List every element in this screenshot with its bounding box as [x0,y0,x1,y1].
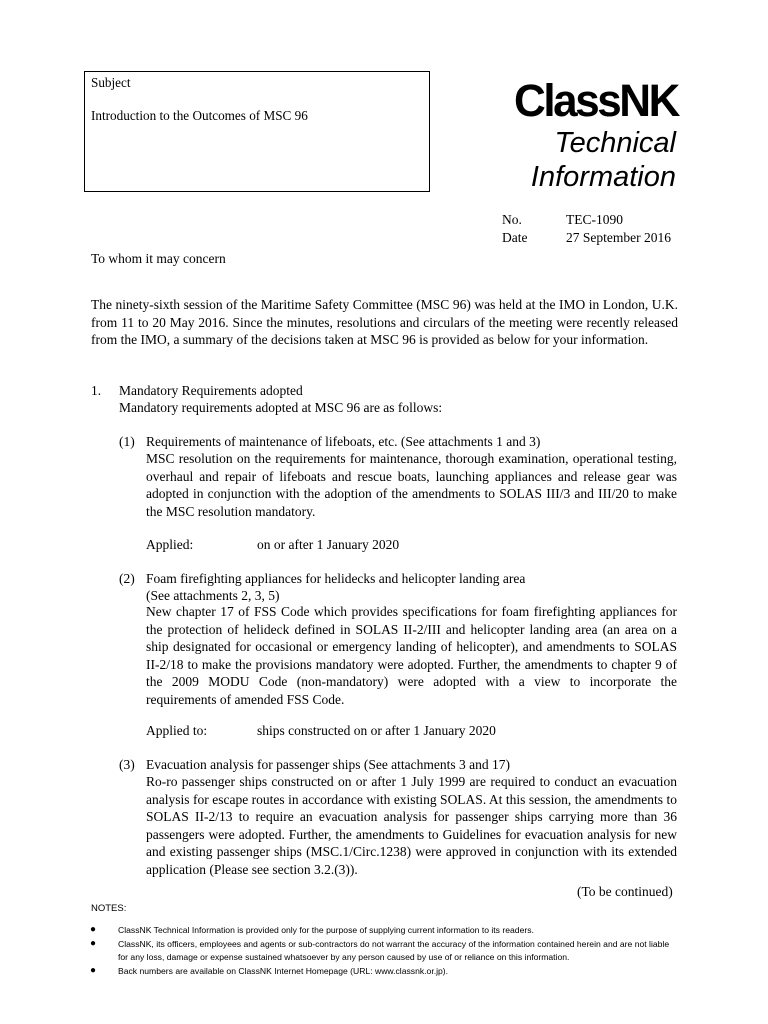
note-item [90,938,680,963]
item-text: Ro-ro passenger ships constructed on or after 1 July 1999 are required to conduct an evacuation analysis for escape routes in accordance with existing SOLAS. At this session, the amendments to SOLAS II-2/13 to require an evacuation analysis for passenger ships carrying more than 36 passengers were adopted. Further, the amendments to Guidelines for evacuation analysis for new and existing passenger ships (MSC.1/Circ.1238) were approved in conjunction with its extended application (Please see section 3.2.(3)). [146,774,677,877]
continued-note: (To be continued) [577,884,673,899]
applied-value: on or after 1 January 2020 [257,537,400,552]
note-item [90,924,680,937]
applied-value: ships constructed on or after 1 January 2020 [257,723,496,738]
item-heading: Requirements of maintenance of lifeboats, etc. (See attachments 1 and 3) [146,434,541,449]
meta-date-row [502,229,671,247]
subject-box [84,71,430,192]
item-heading: Foam firefighting appliances for helidecks and helicopter landing area [146,571,526,586]
subject-value: Introduction to the Outcomes of MSC 96 [91,108,308,123]
date-value: 27 September 2016 [566,229,671,245]
bullet-icon: ● [90,938,97,949]
note-text: Back numbers are available on ClassNK Internet Homepage (URL: www.classnk.or.jp). [118,965,449,976]
number-value: TEC-1090 [566,212,623,227]
classnk-logo [514,74,684,124]
section-number: 1. [91,383,102,398]
title-line-technical: Technical [554,127,676,159]
item-number: (3) [119,757,135,772]
item-text: New chapter 17 of FSS Code which provides specifications for foam firefighting appliances for the protection of helideck defined in SOLAS II-2/III and helicopter landing area (an area on a ship designated for occasional or emergency landing of helicopter), and amendments to SOLAS II-2/18 to make the provisions mandatory were adopted. Further, the amendments to chapter 9 of the 2009 MODU Code (non-mandatory) were adopted with a view to incorporate the requirements of amended FSS Code. [146,604,677,707]
applied-label: Applied to: [146,723,208,738]
title-line-information: Information [530,161,676,193]
note-text: ClassNK, its officers, employees and agents or sub-contractors do not warrant the accuracy of the information contained herein and are not liable for any loss, damage or expense sustained whatsoever by any person caused by use of or reliance on this information. [118,939,670,962]
item-text: MSC resolution on the requirements for maintenance, thorough examination, operational testing, overhaul and repair of lifeboats and rescue boats, launching appliances and release gear was adopted in conjunction with the adoption of the amendments to SOLAS III/3 and III/20 to make the MSC resolution mandatory. [146,451,677,519]
item-heading-attachments: (See attachments 2, 3, 5) [146,588,280,603]
logo-text: ClassNK [514,75,681,124]
subject-label: Subject [91,75,131,90]
number-label: No. [502,212,522,227]
meta-number-row [502,211,671,229]
note-text: ClassNK Technical Information is provided only for the purpose of supplying current information to its readers. [118,925,534,935]
intro-paragraph: The ninety-sixth session of the Maritime Safety Committee (MSC 96) was held at the IMO in London, U.K. from 11 to 20 May 2016. Since the minutes, resolutions and circulars of the meeting were recently released from the IMO, a summary of the decisions taken at MSC 96 is provided as below for your information. [91,297,678,347]
notes-list [90,924,680,979]
notes-title: NOTES: [91,903,127,914]
bullet-icon: ● [90,964,97,976]
date-label: Date [502,229,528,245]
item-heading: Evacuation analysis for passenger ships (See attachments 3 and 17) [146,757,511,772]
bullet-icon: ● [90,924,97,935]
document-type-title [500,126,676,194]
section-lead: Mandatory requirements adopted at MSC 96 are as follows: [119,400,443,415]
item-number: (2) [119,571,135,586]
note-item [90,965,680,978]
item-number: (1) [119,434,135,449]
document-meta [502,211,671,246]
applied-label: Applied: [146,537,194,552]
section-title: Mandatory Requirements adopted [119,383,303,398]
salutation: To whom it may concern [91,251,226,266]
